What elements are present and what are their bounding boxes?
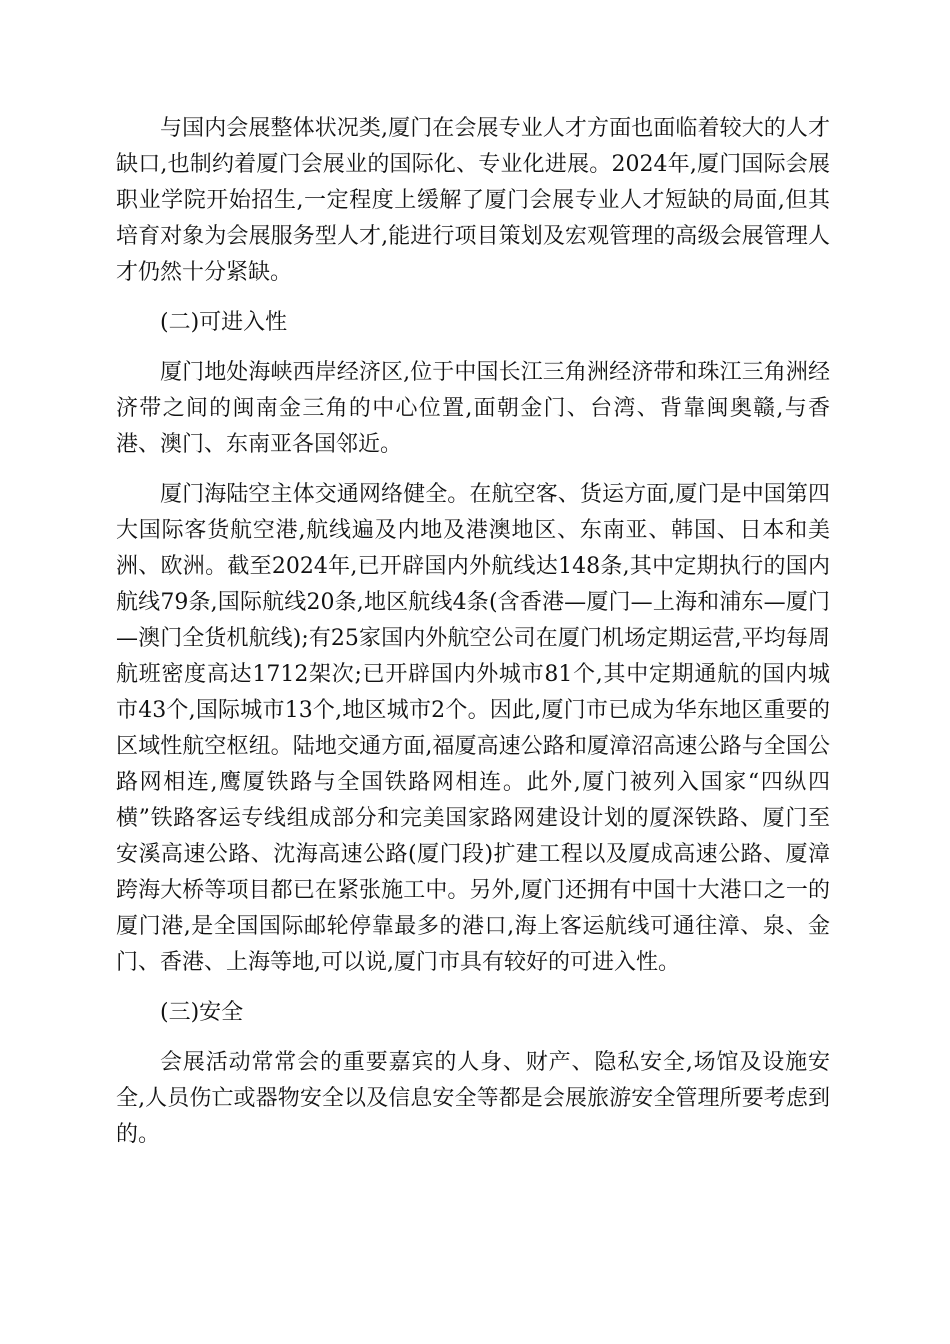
paragraph-safety: 会展活动常常会的重要嘉宾的人身、财产、隐私安全,场馆及设施安全,人员伤亡或器物安全以及信息安全等都是会展旅游安全管理所要考虑到的。 xyxy=(116,1050,830,1147)
paragraph-location: 厦门地处海峡西岸经济区,位于中国长江三角洲经济带和珠江三角洲经济带之间的闽南金三角的中心位置,面朝金门、台湾、背靠闽奥赣,与香港、澳门、东南亚各国邻近。 xyxy=(116,360,830,457)
paragraph-gap xyxy=(116,341,830,355)
section-heading-safety: (三)安全 xyxy=(160,1000,244,1025)
paragraph-transport-network: 厦门海陆空主体交通网络健全。在航空客、货运方面,厦门是中国第四大国际客货航空港,航线遍及内地及港澳地区、东南亚、韩国、日本和美洲、欧洲。截至2024年,已开辟国内外航线达148条,其中定期执行的国内航线79条,国际航线20条,地区航线4条(含香港—厦门—上海和浦东—厦门—澳门全货机航线);有25家国内外航空公司在厦门机场定期运营,平均每周航班密度高达1712架次;已开辟国内外城市81个,其中定期通航的国内城市43个,国际城市13个,地区城市2个。因此,厦门市已成为华东地区重要的区域性航空枢纽。陆地交通方面,福厦高速公路和厦漳沼高速公路与全国公路网相连,鹰厦铁路与全国铁路网相连。此外,厦门被列入国家“四纵四横”铁路客运专线组成部分和完美国家路网建设计划的厦深铁路、厦门至安溪高速公路、沈海高速公路(厦门段)扩建工程以及厦成高速公路、厦漳跨海大桥等项目都已在紧张施工中。另外,厦门还拥有中国十大港口之一的厦门港,是全国国际邮轮停靠最多的港口,海上客运航线可通往漳、泉、金门、香港、上海等地,可以说,厦门市具有较好的可进入性。 xyxy=(116,482,830,975)
paragraph-gap xyxy=(116,981,830,995)
paragraph-gap xyxy=(116,291,830,305)
section-heading-accessibility: (二)可进入性 xyxy=(160,310,288,335)
document-body xyxy=(116,111,830,1153)
paragraph-gap xyxy=(116,1031,830,1045)
paragraph-gap xyxy=(116,463,830,477)
paragraph-talent-shortage: 与国内会展整体状况类,厦门在会展专业人才方面也面临着较大的人才缺口,也制约着厦门会展业的国际化、专业化进展。2024年,厦门国际会展职业学院开始招生,一定程度上缓解了厦门会展专业人才短缺的局面,但其培育对象为会展服务型人才,能进行项目策划及宏观管理的高级会展管理人才仍然十分紧缺。 xyxy=(116,116,830,285)
